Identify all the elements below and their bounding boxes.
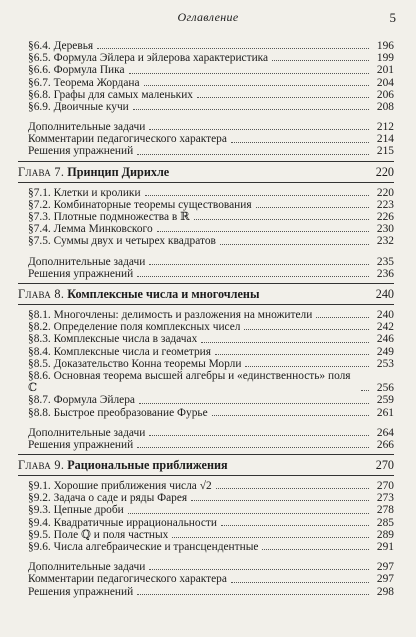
dot-leader <box>149 435 369 436</box>
toc-section-title: §9.5. Поле ℚ и поля частных <box>28 528 169 541</box>
toc-section-title: §7.4. Лемма Минковского <box>28 223 153 236</box>
dot-leader <box>194 219 369 220</box>
chapter-page: 240 <box>375 287 394 301</box>
dot-leader <box>172 537 369 538</box>
toc-section-title: §9.1. Хорошие приближения числа √2 <box>28 480 212 493</box>
running-title: Оглавление <box>177 10 239 24</box>
toc-section <box>28 77 394 89</box>
dot-leader <box>262 549 369 550</box>
toc-section-title: §6.6. Формула Пика <box>28 64 125 77</box>
dot-leader <box>97 48 369 49</box>
toc-extra-title: Решения упражнений <box>28 267 134 280</box>
toc-section-page: 240 <box>376 308 394 321</box>
toc-extra-page: 236 <box>376 267 394 280</box>
chapter-divider <box>18 475 394 476</box>
toc-extra <box>28 561 394 573</box>
chapter-number: Глава 7. <box>18 165 65 179</box>
toc-section <box>28 517 394 529</box>
toc-extra-page: 298 <box>376 585 394 598</box>
toc-section <box>28 480 394 492</box>
toc-section <box>28 541 394 553</box>
dot-leader <box>361 390 369 391</box>
toc-extra-title: Дополнительные задачи <box>28 561 146 574</box>
chapter-divider <box>18 182 394 183</box>
toc-section <box>28 101 394 113</box>
dot-leader <box>216 488 369 489</box>
toc-extra <box>28 146 394 158</box>
toc-section-title: §8.5. Доказательство Конна теоремы Морли <box>28 357 242 370</box>
toc-extra-title: Дополнительные задачи <box>28 426 146 439</box>
toc-section-title: §6.9. Двоичные кучи <box>28 100 129 113</box>
toc-section-page: 285 <box>376 516 394 529</box>
toc-extra-page: 266 <box>376 438 394 451</box>
toc-section <box>28 223 394 235</box>
dot-leader <box>133 109 369 110</box>
toc-section-title: §8.1. Многочлены: делимость и разложения на множители <box>28 308 313 321</box>
dot-leader <box>191 500 369 501</box>
toc-extra-title: Решения упражнений <box>28 145 134 158</box>
chapter-number: Глава 8. <box>18 288 65 301</box>
toc-section-title: §6.5. Формула Эйлера и эйлерова характеристика <box>28 52 269 65</box>
table-of-contents <box>0 40 416 598</box>
toc-section-page: 256 <box>376 382 394 395</box>
toc-section-title: §8.8. Быстрое преобразование Фурье <box>28 406 208 419</box>
toc-section-page: 201 <box>376 64 394 77</box>
dot-leader <box>201 342 369 343</box>
toc-section-page: 249 <box>376 345 394 358</box>
toc-section <box>28 333 394 345</box>
toc-section <box>28 346 394 358</box>
dot-leader <box>316 317 369 318</box>
toc-section-title: §8.6. Основная теорема высшей алгебры и «единственность» поля ℂ <box>28 369 351 395</box>
toc-section-title: §7.3. Плотные подмножества в ℝ <box>28 211 190 224</box>
dot-leader <box>157 231 369 232</box>
dot-leader <box>137 276 369 277</box>
toc-section-page: 199 <box>376 52 394 65</box>
toc-section <box>28 492 394 504</box>
toc-section-title: §7.1. Клетки и кролики <box>28 186 141 199</box>
toc-extra-page: 264 <box>376 426 394 439</box>
chapter-page: 270 <box>375 458 394 473</box>
toc-section-title: §8.4. Комплексные числа и геометрия <box>28 345 212 358</box>
toc-section-title: §9.2. Задача о саде и ряды Фарея <box>28 492 188 505</box>
toc-section <box>28 40 394 52</box>
dot-leader <box>149 129 369 130</box>
toc-section-page: 270 <box>376 480 394 493</box>
dot-leader <box>197 97 369 98</box>
chapter-divider <box>18 304 394 305</box>
toc-section-page: 196 <box>376 39 394 52</box>
chapter-divider <box>18 161 394 162</box>
toc-section <box>28 529 394 541</box>
chapter-title: Рациональные приближения <box>67 459 228 473</box>
toc-section-page: 278 <box>376 504 394 517</box>
dot-leader <box>145 195 369 196</box>
toc-section <box>28 358 394 370</box>
toc-section-title: §7.5. Суммы двух и четырех квадратов <box>28 235 216 248</box>
toc-section <box>28 64 394 76</box>
toc-section <box>28 407 394 419</box>
dot-leader <box>139 403 369 404</box>
toc-extra <box>28 268 394 280</box>
toc-extra <box>28 256 394 268</box>
toc-section-page: 220 <box>376 186 394 199</box>
toc-section-page: 204 <box>376 76 394 89</box>
toc-extra <box>28 439 394 451</box>
toc-section-page: 232 <box>376 235 394 248</box>
dot-leader <box>137 594 369 595</box>
toc-extra-title: Решения упражнений <box>28 585 134 598</box>
chapter-heading <box>18 288 394 301</box>
toc-section-page: 206 <box>376 88 394 101</box>
toc-section-page: 259 <box>376 394 394 407</box>
toc-extra <box>28 573 394 585</box>
toc-extra-page: 214 <box>376 133 394 146</box>
dot-leader <box>149 264 369 265</box>
toc-section-page: 261 <box>376 406 394 419</box>
toc-section-title: §8.2. Определение поля комплексных чисел <box>28 321 241 334</box>
toc-section-page: 246 <box>376 333 394 346</box>
dot-leader <box>129 73 369 74</box>
chapter-heading <box>18 459 394 472</box>
toc-section-page: 223 <box>376 198 394 211</box>
dot-leader <box>149 569 369 570</box>
toc-section-title: §6.8. Графы для самых маленьких <box>28 88 193 101</box>
dot-leader <box>256 207 369 208</box>
toc-section <box>28 211 394 223</box>
chapter-title: Принцип Дирихле <box>67 165 170 179</box>
page-header <box>0 10 416 26</box>
toc-section-page: 289 <box>376 528 394 541</box>
toc-section <box>28 504 394 516</box>
dot-leader <box>221 525 369 526</box>
dot-leader <box>215 354 369 355</box>
chapter-divider <box>18 283 394 284</box>
toc-extra-title: Дополнительные задачи <box>28 255 146 268</box>
toc-section <box>28 321 394 333</box>
toc-section-page: 253 <box>376 357 394 370</box>
dot-leader <box>212 415 369 416</box>
toc-extra <box>28 121 394 133</box>
toc-section <box>28 199 394 211</box>
toc-section <box>28 52 394 64</box>
toc-extra-title: Комментарии педагогического характера <box>28 133 227 146</box>
toc-section-page: 226 <box>376 211 394 224</box>
toc-section <box>28 89 394 101</box>
toc-extra <box>28 133 394 145</box>
toc-extra-page: 297 <box>376 573 394 586</box>
toc-extra <box>28 586 394 598</box>
dot-leader <box>244 329 369 330</box>
toc-section-page: 242 <box>376 321 394 334</box>
chapter-number: Глава 9. <box>18 459 65 473</box>
toc-section-title: §6.7. Теорема Жордана <box>28 76 140 89</box>
toc-section-title: §8.3. Комплексные числа в задачах <box>28 333 198 346</box>
toc-extra-page: 297 <box>376 561 394 574</box>
toc-section-page: 291 <box>376 541 394 553</box>
dot-leader <box>231 142 369 143</box>
dot-leader <box>220 244 369 245</box>
chapter-title: Комплексные числа и многочлены <box>67 288 260 301</box>
toc-extra-title: Решения упражнений <box>28 438 134 451</box>
chapter-heading <box>18 166 394 179</box>
toc-extra-title: Дополнительные задачи <box>28 121 146 134</box>
toc-extra-page: 212 <box>376 121 394 134</box>
toc-extra <box>28 427 394 439</box>
toc-section-title: §7.2. Комбинаторные теоремы существования <box>28 198 252 211</box>
dot-leader <box>245 366 369 367</box>
dot-leader <box>137 154 369 155</box>
toc-section-page: 208 <box>376 100 394 113</box>
toc-section-page: 230 <box>376 223 394 236</box>
toc-section-title: §9.6. Числа алгебраические и трансцендентные <box>28 541 259 553</box>
chapter-page: 220 <box>375 164 394 179</box>
toc-section-title: §8.7. Формула Эйлера <box>28 394 135 407</box>
toc-section <box>28 394 394 406</box>
dot-leader <box>137 447 369 448</box>
toc-section-title: §6.4. Деревья <box>28 39 94 52</box>
toc-extra-page: 235 <box>376 255 394 268</box>
chapter-divider <box>18 454 394 455</box>
dot-leader <box>231 582 369 583</box>
toc-section-title: §9.3. Цепные дроби <box>28 504 124 517</box>
toc-section <box>28 309 394 321</box>
toc-section <box>28 235 394 247</box>
toc-section-title: §9.4. Квадратичные иррациональности <box>28 516 217 529</box>
dot-leader <box>272 60 369 61</box>
toc-extra-title: Комментарии педагогического характера <box>28 573 227 586</box>
toc-section-page: 273 <box>376 492 394 505</box>
dot-leader <box>128 513 369 514</box>
dot-leader <box>144 85 369 86</box>
page-number: 5 <box>389 10 396 25</box>
toc-section <box>28 187 394 199</box>
toc-extra-page: 215 <box>376 145 394 158</box>
toc-section <box>28 370 394 394</box>
